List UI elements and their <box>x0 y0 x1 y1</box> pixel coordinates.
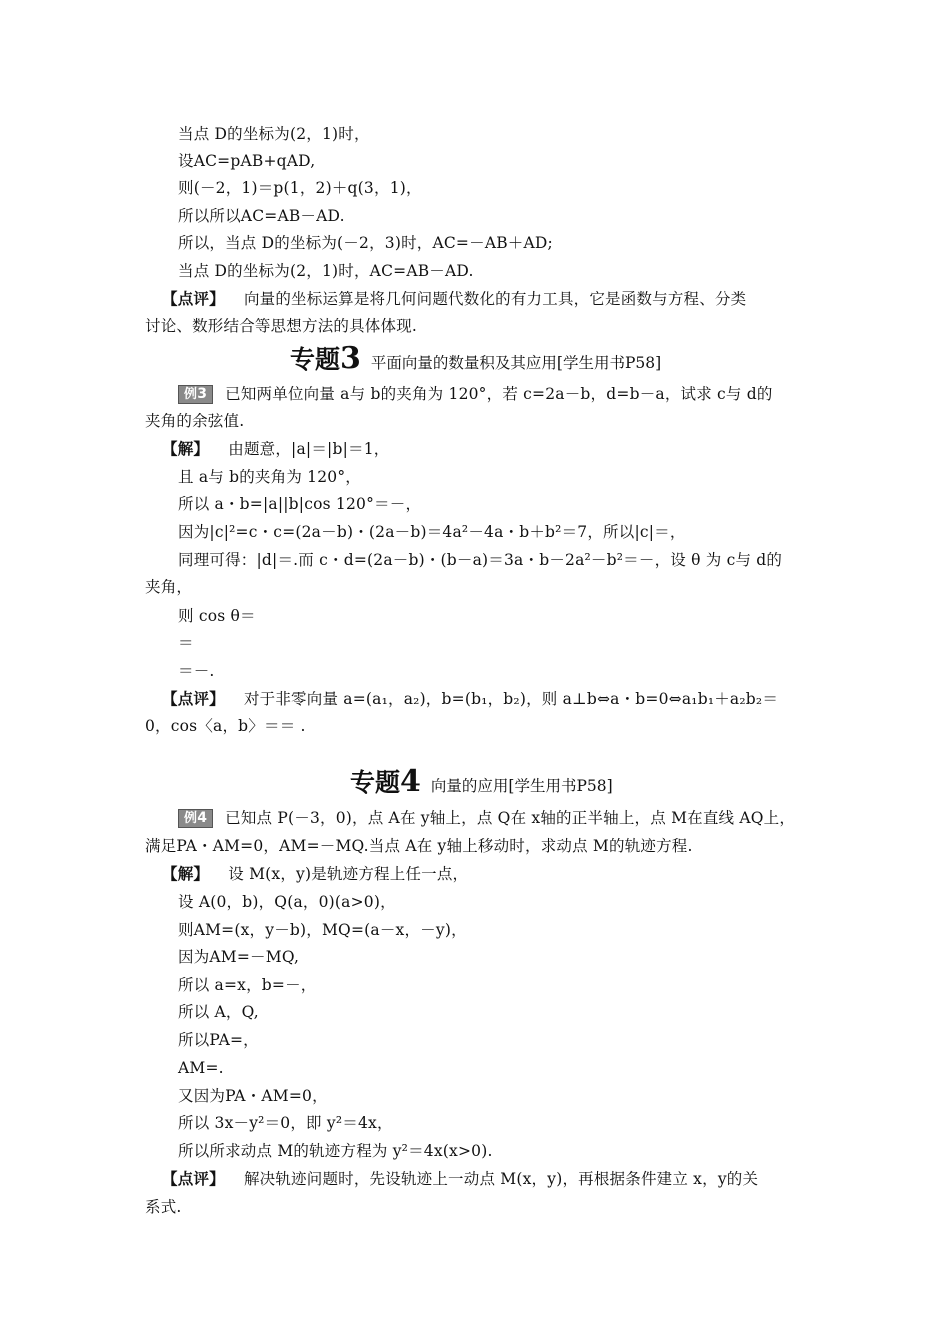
text-line: 所以所以AC=AB－AD. <box>178 207 345 225</box>
comment-text: 讨论、数形结合等思想方法的具体体现. <box>145 317 418 335</box>
comment-label: 【点评】 <box>162 690 225 708</box>
text-line: 设AC=pAB+qAD, <box>178 152 316 170</box>
question-text: 夹角的余弦值. <box>145 412 245 430</box>
comment-text: 系式. <box>145 1198 182 1216</box>
solution-text: 同理可得：|d|＝.而 c・d=(2a－b)・(b－a)＝3a・b－2a²－b²＝－，设 θ 为 c与 d的 <box>178 551 783 569</box>
question-text: 满足PA・AM=0，AM=－MQ.当点 A在 y轴上移动时，求动点 M的轨迹方程. <box>145 837 693 855</box>
solution-text: 所以 A，Q, <box>178 1003 259 1021</box>
comment-paragraph <box>162 689 778 709</box>
solution-text: 所以 a=x，b=－， <box>178 976 317 994</box>
example-badge: 例3 <box>178 385 213 404</box>
example-4-question <box>178 808 795 828</box>
solution-text: 又因为PA・AM=0， <box>178 1087 328 1105</box>
comment-label: 【点评】 <box>162 1170 225 1188</box>
solution-text: 所以所求动点 M的轨迹方程为 y²＝4x(x>0). <box>178 1142 493 1160</box>
solution-text: 则AM=(x，y－b)，MQ=(a－x，－y)， <box>178 921 467 939</box>
solution-text: 所以PA=， <box>178 1031 259 1049</box>
example-3-question <box>178 384 773 404</box>
text-line: 当点 D的坐标为(2，1)时，AC=AB－AD. <box>178 262 474 280</box>
comment-text: 对于非零向量 a=(a₁，a₂)，b=(b₁，b₂)，则 a⊥b⇔a・b=0⇔a₁b₁＋a₂b₂＝ <box>243 690 779 708</box>
topic-subtitle: 平面向量的数量积及其应用[学生用书P58] <box>370 354 662 372</box>
solution-label: 【解】 <box>162 440 210 458</box>
solution-text: 所以 3x－y²＝0，即 y²＝4x， <box>178 1114 393 1132</box>
solution-text: 夹角， <box>145 578 193 596</box>
solution-text: 所以 a・b=|a||b|cos 120°＝－， <box>178 495 422 513</box>
comment-text: 0，cos〈a，b〉＝＝ . <box>145 717 306 735</box>
solution-text: 设 A(0，b)，Q(a，0)(a>0)， <box>178 893 396 911</box>
solution-text: 且 a与 b的夹角为 120°， <box>178 468 361 486</box>
comment-text: 解决轨迹问题时，先设轨迹上一动点 M(x，y)，再根据条件建立 x，y的关 <box>243 1170 759 1188</box>
solution-label: 【解】 <box>162 865 210 883</box>
question-text: 已知两单位向量 a与 b的夹角为 120°，若 c=2a－b，d=b－a，试求 c与 d的 <box>225 385 773 403</box>
solution-text: 则 cos θ＝ <box>178 607 256 625</box>
solution-text: 设 M(x，y)是轨迹方程上任一点， <box>228 865 469 883</box>
solution-text: 因为AM=－MQ, <box>178 948 300 966</box>
solution-text: 因为|c|²=c・c=(2a－b)・(2a－b)＝4a²－4a・b＋b²＝7，所以|c|＝， <box>178 523 686 541</box>
topic-number: 3 <box>340 341 361 376</box>
example-badge: 例4 <box>178 809 213 828</box>
text-line: 当点 D的坐标为(2，1)时， <box>178 125 370 143</box>
topic-4-heading <box>350 763 613 799</box>
comment-text: 向量的坐标运算是将几何问题代数化的有力工具，它是函数与方程、分类 <box>243 290 747 308</box>
topic-number: 4 <box>400 764 421 799</box>
comment-label: 【点评】 <box>162 290 225 308</box>
question-text: 已知点 P(－3，0)，点 A在 y轴上，点 Q在 x轴的正半轴上，点 M在直线 AQ上， <box>225 809 796 827</box>
solution-line <box>162 439 389 459</box>
solution-text: 由题意，|a|＝|b|＝1， <box>228 440 390 458</box>
solution-line <box>162 864 468 884</box>
comment-paragraph <box>162 289 746 309</box>
text-line: 所以，当点 D的坐标为(－2，3)时，AC=－AB＋AD; <box>178 234 553 252</box>
text-line: 则(－2，1)＝p(1，2)＋q(3，1)， <box>178 179 422 197</box>
topic-3-heading <box>290 340 661 376</box>
comment-paragraph <box>162 1169 758 1189</box>
topic-word: 专题 <box>350 768 401 797</box>
topic-word: 专题 <box>290 345 341 374</box>
solution-text: AM=. <box>178 1059 224 1077</box>
solution-text: ＝－. <box>178 662 215 680</box>
topic-subtitle: 向量的应用[学生用书P58] <box>430 777 613 795</box>
solution-text: ＝ <box>178 634 194 652</box>
